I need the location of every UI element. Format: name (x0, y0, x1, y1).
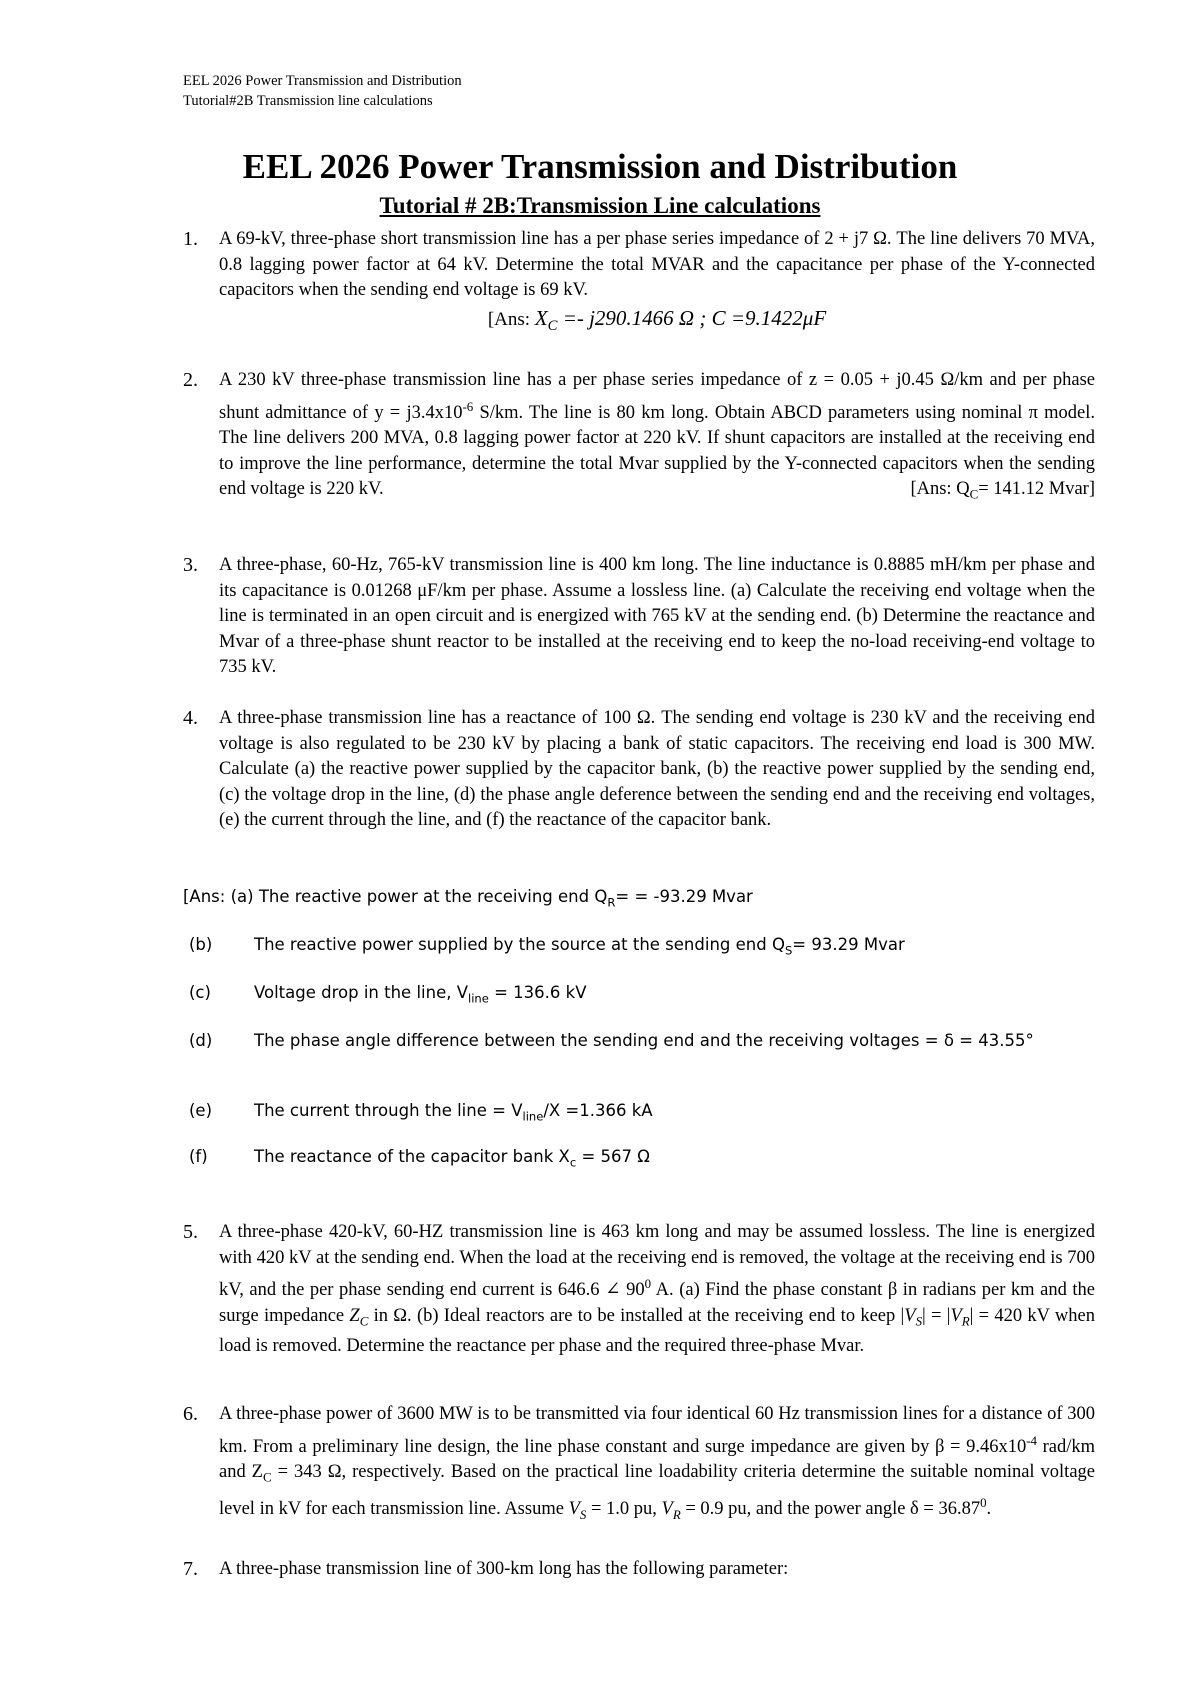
question-text: A three-phase power of 3600 MW is to be transmitted via four identical 60 Hz transmission lines for a distance of 300 km. From a preliminary line design, the line phase constant and surge impedance are given by $\beta = 9.46x10^{-4}$ rad/km and $Z_C = 343$ Ω, respectively. Based on the practical line loadability criteria determine the suitable nominal voltage level in kV for each transmission line. Assume $V_S = 1.0$ pu, $V_R = 0.9$ pu, and the power angle $\delta = 36.87^0$. (219, 1404, 1095, 1523)
question-text: A 69-kV, three-phase short transmission line has a per phase series impedance of 2 + j7 Ω. The line delivers 70 MVA, 0.8 lagging power factor at 64 kV. Determine the total MVAR and the capacitance per phase of the Y-connected capacitors when the sending end voltage is 69 kV. [Ans: $X_C =- j290.1466$ Ω ; C =9.1422μF (219, 227, 1095, 339)
question-number: 6. (183, 1403, 198, 1425)
document-title: EEL 2026 Power Transmission and Distribution (242, 147, 958, 186)
question-number: 3. (183, 554, 198, 576)
question-number: 5. (183, 1221, 198, 1243)
question-text: A 230 kV three-phase transmission line has a per phase series impedance of z = 0.05 + j0.45 Ω/km and per phase shunt admittance of $y = j3.4x10^{-6}$ S/km. The line is 80 km long. Obtain ABCD parameters using nominal π model. The line delivers 200 MVA, 0.8 lagging power factor at 220 kV. If shunt capacitors are installed at the receiving end to improve the line performance, determine the total Mvar supplied by the Y-connected capacitors when the sending end voltage is 220 kV. [Ans: $Q_C= 141.12$ Mvar] (219, 368, 1095, 507)
question-text: A three-phase, 60-Hz, 765-kV transmission line is 400 km long. The line inductance is 0.8885 mH/km per phase and its capacitance is 0.01268 μF/km per phase. Assume a lossless line. (a) Calculate the receiving end voltage when the line is terminated in an open circuit and is energized with 765 kV at the sending end. (b) Determine the reactance and Mvar of a three-phase shunt reactor to be installed at the receiving end to keep the no-load receiving-end voltage to 735 kV. (219, 555, 1095, 677)
question-number: 7. (183, 1558, 198, 1580)
question-text: A three-phase 420-kV, 60-HZ transmission line is 463 km long and may be assumed lossless. The line is energized with 420 kV at the sending end. When the load at the receiving end is removed, the voltage at the receiving end is 700 kV, and the per phase sending end current is 646.6 ∠ $90^0$ A. (a) Find the phase constant β in radians per km and the surge impedance $Z_C$ in Ω. (b) Ideal reactors are to be installed at the receiving end to keep $|V_S| = |V_R| = 420$ kV when load is removed. Determine the reactance per phase and the required three-phase Mvar. (219, 1222, 1095, 1356)
question-text: A three-phase transmission line has a reactance of 100 Ω. The sending end voltage is 230 kV and the receiving end voltage is also regulated to be 230 kV by placing a bank of static capacitors. The receiving end load is 300 MW. Calculate (a) the reactive power supplied by the capacitor bank, (b) the reactive power supplied by the sending end, (c) the voltage drop in the line, (d) the phase angle deference between the sending end and the receiving end voltages, (e) the current through the line, and (f) the reactance of the capacitor bank. (219, 708, 1095, 830)
running-header-tutorial: Tutorial#2B Transmission line calculations (183, 93, 433, 109)
question-number: 4. (183, 707, 198, 729)
question-number: 2. (183, 369, 198, 391)
question-number: 1. (183, 228, 198, 250)
question-2-answer: [Ans: $Q_C= 141.12$ Mvar] (910, 479, 1095, 502)
document-subtitle: Tutorial # 2B:Transmission Line calculations (379, 193, 821, 218)
question-text: A three-phase transmission line of 300-km long has the following parameter: (219, 1559, 789, 1579)
running-header-course: EEL 2026 Power Transmission and Distribution (183, 73, 462, 89)
question-1-answer: [Ans: $X_C =- j290.1466$ Ω ; C =9.1422μF (487, 305, 827, 334)
